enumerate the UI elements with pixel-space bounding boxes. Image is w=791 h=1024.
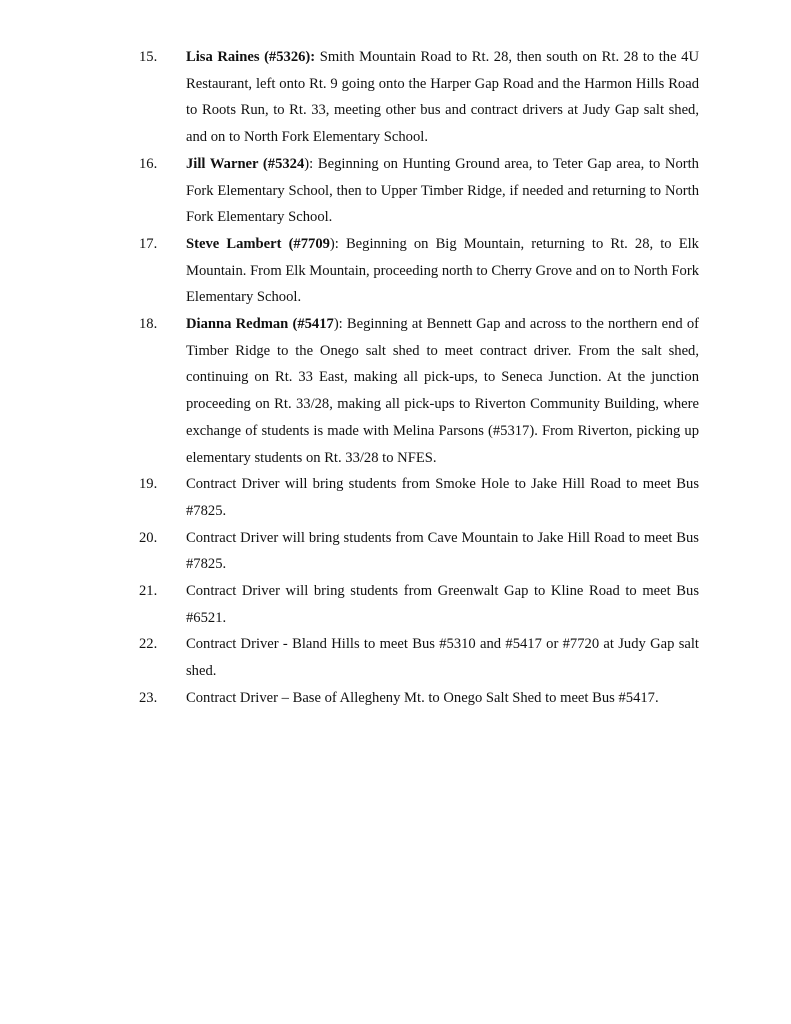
item-number: 23. bbox=[139, 689, 158, 706]
item-number: 19. bbox=[139, 476, 158, 493]
list-item bbox=[139, 151, 699, 231]
item-body bbox=[186, 578, 699, 631]
route-text: Contract Driver will bring students from Greenwalt Gap to Kline Road to meet Bus #6521. bbox=[186, 583, 699, 626]
driver-name: Lisa Raines (#5326): bbox=[186, 49, 316, 65]
list-item bbox=[139, 231, 699, 311]
list-item bbox=[139, 631, 699, 684]
route-text: Contract Driver - Bland Hills to meet Bus #5310 and #5417 or #7720 at Judy Gap salt shed. bbox=[186, 636, 699, 680]
item-body bbox=[186, 471, 699, 524]
item-body bbox=[186, 311, 699, 471]
driver-name: Steve Lambert (#7709 bbox=[186, 235, 330, 252]
route-text: Smith Mountain Road to Rt. 28, then south on Rt. 28 to the 4U Restaurant, left onto Rt. 9 going onto the Harper Gap Road and the Harmon Hills Road to Roots Run, to Rt. 33, meeting other bus and contract drivers at Judy Gap salt shed, and on to North Fork Elementary School. bbox=[186, 49, 699, 146]
item-body bbox=[186, 525, 699, 578]
item-body bbox=[186, 151, 699, 231]
route-text: ): Beginning on Big Mountain, returning to Rt. 28, to Elk Mountain. From Elk Mountain, proceeding north to Cherry Grove and on to North Fork Elementary School. bbox=[186, 235, 699, 306]
item-body bbox=[186, 631, 699, 684]
list-item bbox=[139, 471, 699, 524]
driver-name: Dianna Redman (#5417 bbox=[186, 316, 334, 333]
item-body bbox=[186, 231, 699, 311]
bus-route-list bbox=[139, 44, 699, 712]
list-item bbox=[139, 311, 699, 471]
item-body bbox=[186, 44, 699, 151]
item-number: 21. bbox=[139, 583, 158, 600]
item-body bbox=[186, 685, 699, 712]
list-item bbox=[139, 525, 699, 578]
driver-name: Jill Warner (#5324 bbox=[186, 155, 305, 172]
route-text: ): Beginning at Bennett Gap and across to the northern end of Timber Ridge to the Onego salt shed to meet contract driver. From the salt shed, continuing on Rt. 33 East, making all pick-ups, to Seneca Junction. At the junction proceeding on Rt. 33/28, making all pick-ups to Riverton Community Building, where exchange of students is made with Melina Parsons (#5317). From Riverton, picking up elementary students on Rt. 33/28 to NFES. bbox=[186, 316, 700, 466]
route-text: Contract Driver – Base of Allegheny Mt. to Onego Salt Shed to meet Bus #5417. bbox=[186, 689, 659, 706]
item-number: 16. bbox=[139, 155, 158, 172]
item-number: 22. bbox=[139, 636, 158, 653]
item-number: 20. bbox=[139, 529, 158, 546]
route-text: Contract Driver will bring students from Smoke Hole to Jake Hill Road to meet Bus #7825. bbox=[186, 476, 699, 519]
item-number: 15. bbox=[139, 49, 158, 65]
route-text: ): Beginning on Hunting Ground area, to Teter Gap area, to North Fork Elementary School, then to Upper Timber Ridge, if needed and returning to North Fork Elementary School. bbox=[186, 155, 699, 226]
item-number: 18. bbox=[139, 316, 158, 333]
list-item bbox=[139, 44, 699, 151]
route-text: Contract Driver will bring students from Cave Mountain to Jake Hill Road to meet Bus #7825. bbox=[186, 529, 699, 573]
list-item bbox=[139, 685, 699, 712]
item-number: 17. bbox=[139, 235, 158, 252]
list-item bbox=[139, 578, 699, 631]
